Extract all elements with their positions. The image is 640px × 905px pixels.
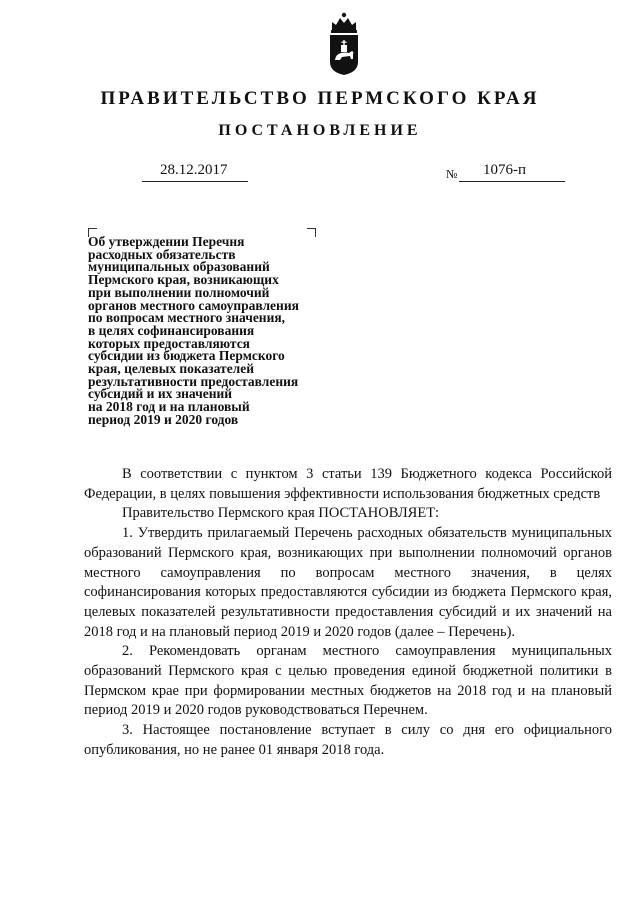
document-number: 1076-п <box>483 162 527 178</box>
perm-krai-coat-of-arms-icon <box>326 12 362 76</box>
body-paragraph-preamble: В соответствии с пунктом 3 статьи 139 Бюджетного кодекса Российской Федерации, в целях повышения эффективности использования бюджетных средств <box>84 466 612 502</box>
document-subject: Об утверждении Перечня расходных обязательств муниципальных образований Пермского края, возникающих при выполнении полномочий органов местного самоуправления по вопросам местного значения, в целях софинансирования которых предоставляются субсидии из бюджета Пермского края, целевых показателей результативности предоставления субсидий и их значений на 2018 год и на плановый период 2019 и 2020 годов <box>88 234 299 427</box>
body-paragraph-item-1: 1. Утвердить прилагаемый Перечень расходных обязательств муниципальных образований Пермского края, возникающих при выполнении полномочий органов местного самоуправления по вопросам местного значения, в целях софинансирования которых предоставляются субсидии из бюджета Пермского края, целевых показателей результативности предоставления субсидий и их значений на 2018 год и на плановый период 2019 и 2020 годов (далее – Перечень). <box>84 525 612 640</box>
body-paragraph-item-3: 3. Настоящее постановление вступает в силу со дня его официального опубликования, но не ранее 01 января 2018 года. <box>84 722 612 758</box>
number-underline <box>459 181 565 182</box>
body-paragraph-item-2: 2. Рекомендовать органам местного самоуправления муниципальных образований Пермского края с целью проведения единой бюджетной политики в Пермском крае при формировании местных бюджетов на 2018 год и на плановый период 2019 и 2020 годов руководствоваться Перечнем. <box>84 643 612 719</box>
document-kind: ПОСТАНОВЛЕНИЕ <box>218 122 422 139</box>
date-underline <box>142 181 248 182</box>
document-body <box>84 465 612 761</box>
number-sign: № <box>446 167 458 181</box>
government-title: ПРАВИТЕЛЬСТВО ПЕРМСКОГО КРАЯ <box>100 88 540 109</box>
document-date: 28.12.2017 <box>160 162 228 178</box>
body-paragraph-resolves: Правительство Пермского края ПОСТАНОВЛЯЕТ: <box>122 505 440 522</box>
